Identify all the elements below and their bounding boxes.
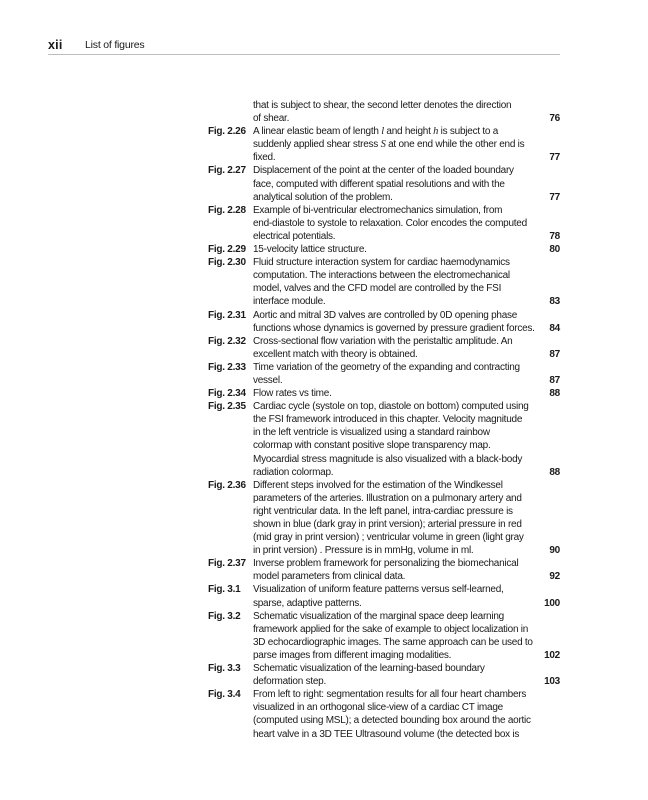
figure-entry <box>0 361 648 387</box>
caption-line: in print version) . Pressure is in mmHg, volume in ml. <box>253 545 474 557</box>
figure-entry <box>0 400 648 479</box>
figure-page-number: 90 <box>549 545 560 557</box>
figure-label: Fig. 2.36 <box>208 479 246 491</box>
caption-line: Myocardial stress magnitude is also visualized with a black-body <box>253 453 523 465</box>
figure-entry <box>0 204 648 243</box>
figure-caption <box>253 256 544 308</box>
figure-entry <box>0 387 648 400</box>
figure-caption <box>253 400 544 479</box>
caption-line: framework applied for the sake of example to object localization in <box>253 623 529 635</box>
caption-line: model, valves and the CFD model are controlled by the FSI <box>253 283 502 295</box>
page-header <box>48 38 560 55</box>
caption-line: end-diastole to systole to relaxation. Color encodes the computed <box>253 217 527 229</box>
figure-page-number: 78 <box>549 230 560 242</box>
caption-line: Schematic visualization of the marginal space deep learning <box>253 610 504 622</box>
figure-label: Fig. 2.29 <box>208 244 246 256</box>
figure-entry <box>0 479 648 558</box>
figure-entry <box>0 335 648 361</box>
figure-caption <box>253 610 544 662</box>
figure-caption <box>253 204 544 243</box>
figure-label: Fig. 2.37 <box>208 558 246 570</box>
figure-caption <box>253 557 544 583</box>
caption-line: Time variation of the geometry of the expanding and contracting <box>253 361 520 373</box>
caption-line: parse images from different imaging modalities. <box>253 649 452 661</box>
figure-page-number: 76 <box>549 113 560 125</box>
caption-line: face, computed with different spatial resolutions and with the <box>253 178 505 190</box>
figure-caption <box>253 688 544 740</box>
figure-label: Fig. 2.35 <box>208 401 246 413</box>
figure-entry <box>0 99 648 125</box>
figure-entry <box>0 688 648 740</box>
figure-page-number: 100 <box>544 597 560 609</box>
figure-entry <box>0 125 648 164</box>
caption-line: deformation step. <box>253 676 327 688</box>
caption-line: of shear. <box>253 113 290 125</box>
figure-page-number: 84 <box>549 322 560 334</box>
figure-caption <box>253 164 544 203</box>
caption-line: heart valve in a 3D TEE Ultrasound volume (the detected box is <box>253 728 520 740</box>
caption-line: Displacement of the point at the center of the loaded boundary <box>253 165 514 177</box>
figure-caption <box>253 361 544 387</box>
figure-entry <box>0 662 648 688</box>
caption-line: Visualization of uniform feature patterns versus self-learned, <box>253 584 504 596</box>
caption-line: sparse, adaptive patterns. <box>253 597 362 609</box>
caption-line: computation. The interactions between the electromechanical <box>253 270 510 282</box>
figure-page-number: 88 <box>549 388 560 400</box>
caption-line: (computed using MSL); a detected bounding box around the aortic <box>253 715 531 727</box>
caption-line: colormap with constant positive slope transparency map. <box>253 440 491 452</box>
figure-page-number: 83 <box>549 296 560 308</box>
caption-line: Schematic visualization of the learning-based boundary <box>253 663 485 675</box>
figure-label: Fig. 2.27 <box>208 165 246 177</box>
caption-line: radiation colormap. <box>253 466 334 478</box>
figure-label: Fig. 3.3 <box>208 663 241 675</box>
caption-line: suddenly applied shear stress S at one end while the other end is <box>253 139 525 151</box>
caption-line: interface module. <box>253 296 326 308</box>
figure-label: Fig. 2.33 <box>208 361 246 373</box>
caption-line: excellent match with theory is obtained. <box>253 348 418 360</box>
caption-line: Cardiac cycle (systole on top, diastole on bottom) computed using <box>253 401 529 413</box>
page-number: xii <box>48 38 63 52</box>
figure-label: Fig. 3.2 <box>208 610 241 622</box>
caption-line: that is subject to shear, the second letter denotes the direction <box>253 100 512 111</box>
figure-label: Fig. 3.1 <box>208 584 241 596</box>
caption-line: analytical solution of the problem. <box>253 191 393 203</box>
caption-line: electrical potentials. <box>253 230 336 242</box>
caption-line: Different steps involved for the estimation of the Windkessel <box>253 479 503 491</box>
caption-line: Example of bi-ventricular electromechanics simulation, from <box>253 204 503 216</box>
caption-line: model parameters from clinical data. <box>253 571 406 583</box>
caption-line: Aortic and mitral 3D valves are controlled by 0D opening phase <box>253 309 518 321</box>
figure-caption <box>253 335 544 361</box>
figure-label: Fig. 2.34 <box>208 388 246 400</box>
caption-line: functions whose dynamics is governed by pressure gradient forces. <box>253 322 535 334</box>
caption-line: parameters of the arteries. Illustration on a pulmonary artery and <box>253 492 522 504</box>
caption-line: visualized in an orthogonal slice-view of a cardiac CT image <box>253 702 503 714</box>
caption-line: vessel. <box>253 374 283 386</box>
caption-line: A linear elastic beam of length l and height h is subject to a <box>253 126 499 138</box>
caption-line: shown in blue (dark gray in print version); arterial pressure in red <box>253 519 522 530</box>
figure-entry <box>0 164 648 203</box>
caption-line: Inverse problem framework for personalizing the biomechanical <box>253 558 519 570</box>
figure-caption <box>253 309 544 335</box>
figure-caption <box>253 125 544 164</box>
figure-label: Fig. 2.30 <box>208 257 246 269</box>
figure-entry <box>0 610 648 662</box>
caption-line: 3D echocardiographic images. The same approach can be used to <box>253 636 533 648</box>
figure-page-number: 87 <box>549 348 560 360</box>
figure-label: Fig. 3.4 <box>208 689 241 701</box>
caption-line: 15-velocity lattice structure. <box>253 244 367 256</box>
figure-page-number: 92 <box>549 571 560 583</box>
caption-line: Flow rates vs time. <box>253 388 332 400</box>
figure-caption <box>253 583 544 609</box>
caption-line: right ventricular data. In the left panel, intra-cardiac pressure is <box>253 505 513 517</box>
caption-line: (mid gray in print version) ; ventricular volume in green (light gray <box>253 532 524 544</box>
caption-line: in the left ventricle is visualized using a standard rainbow <box>253 427 490 439</box>
caption-line: the FSI framework introduced in this chapter. Velocity magnitude <box>253 414 523 426</box>
figure-page-number: 88 <box>549 466 560 478</box>
figure-caption <box>253 479 544 558</box>
figure-entry <box>0 256 648 308</box>
figure-caption <box>253 99 544 125</box>
figure-page-number: 102 <box>544 649 560 661</box>
caption-line: Cross-sectional flow variation with the peristaltic amplitude. An <box>253 335 513 347</box>
figure-page-number: 103 <box>544 676 560 688</box>
figure-page-number: 80 <box>549 244 560 256</box>
figure-page-number: 87 <box>549 374 560 386</box>
figure-caption <box>253 243 544 256</box>
figure-page-number: 77 <box>549 191 560 203</box>
figure-label: Fig. 2.32 <box>208 335 246 347</box>
figure-label: Fig. 2.28 <box>208 204 246 216</box>
figure-caption <box>253 662 544 688</box>
figure-entry <box>0 557 648 583</box>
caption-line: Fluid structure interaction system for cardiac haemodynamics <box>253 257 510 269</box>
figure-entry <box>0 583 648 609</box>
caption-line: From left to right: segmentation results for all four heart chambers <box>253 689 527 701</box>
figure-label: Fig. 2.26 <box>208 126 246 138</box>
figure-entry <box>0 309 648 335</box>
figure-page-number: 77 <box>549 152 560 164</box>
figure-entry <box>0 243 648 256</box>
figure-label: Fig. 2.31 <box>208 309 246 321</box>
caption-line: fixed. <box>253 152 276 164</box>
list-of-figures <box>0 99 648 741</box>
figure-caption <box>253 387 544 400</box>
running-head: List of figures <box>85 39 145 51</box>
